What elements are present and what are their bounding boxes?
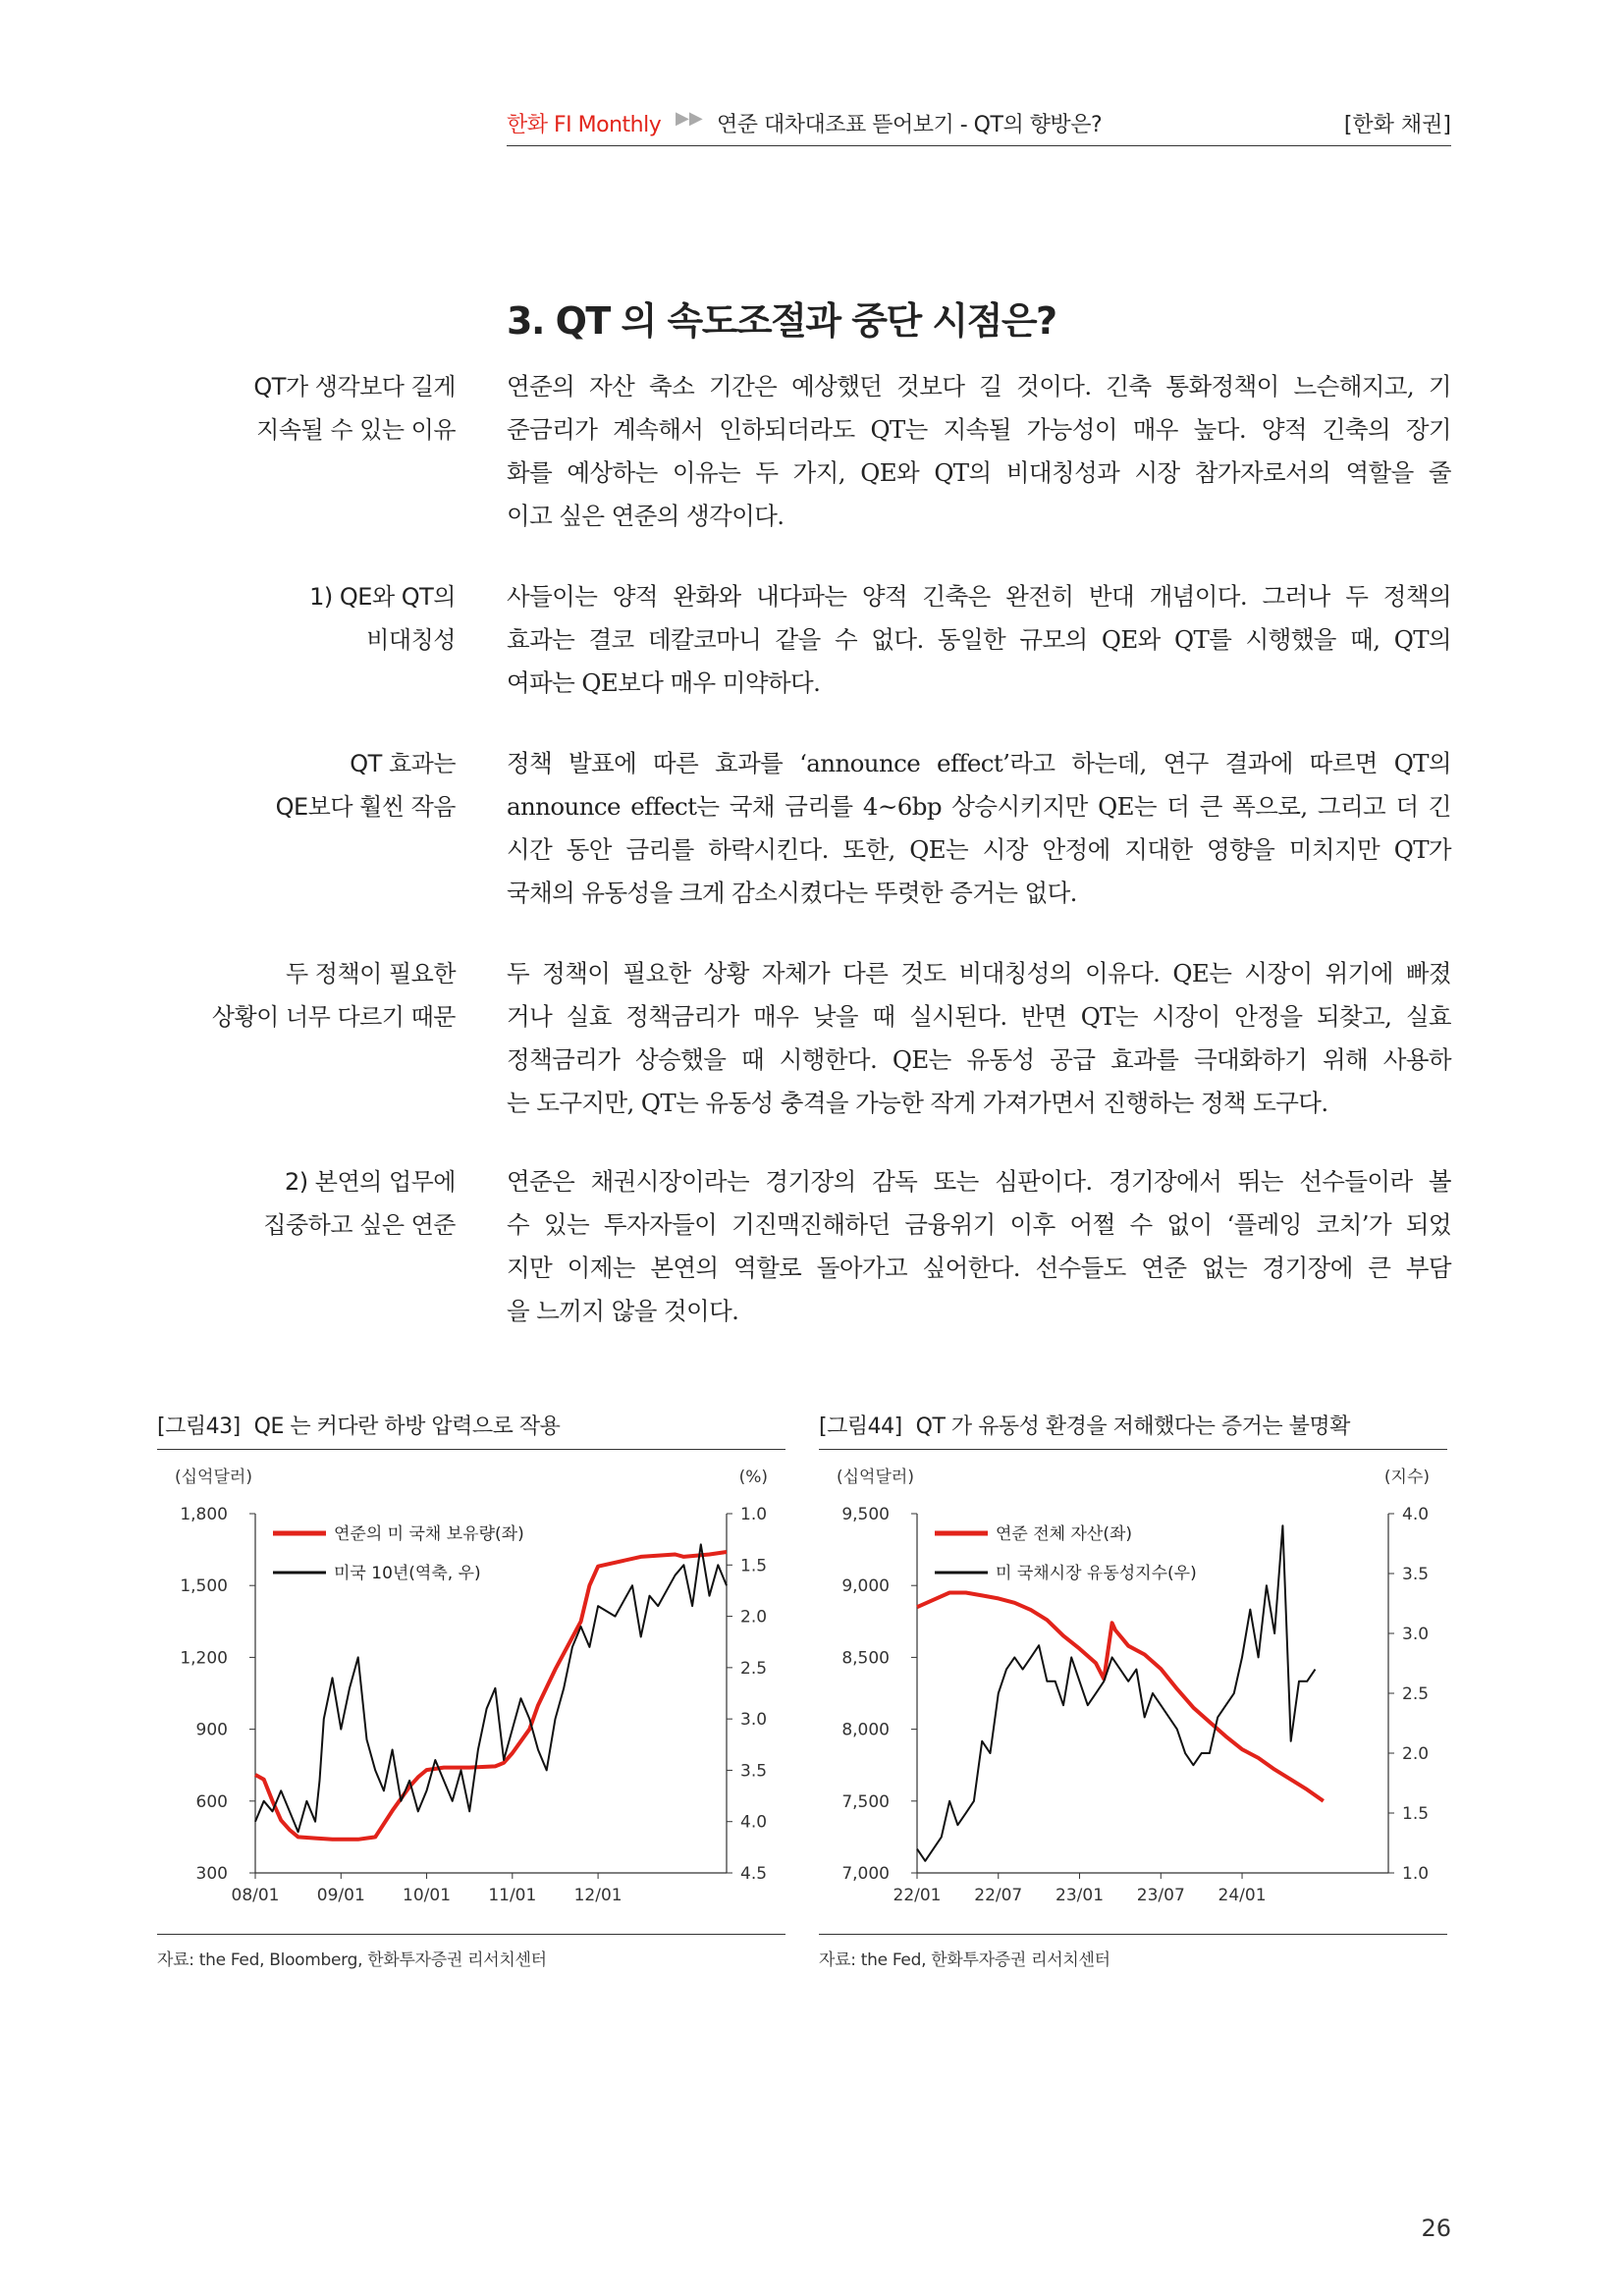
figure-title: [그림44] QT 가 유동성 환경을 저해했다는 증거는 불명확 — [819, 1415, 1350, 1439]
chart-fed-assets-vs-liquidity — [819, 1453, 1447, 1932]
left-tick-label: 9,000 — [841, 1576, 890, 1597]
divider — [157, 1934, 785, 1935]
x-tick-label: 22/07 — [974, 1886, 1023, 1905]
right-axis-label: (%) — [738, 1468, 768, 1487]
x-tick-label: 10/01 — [403, 1886, 452, 1905]
double-arrow-icon: ▶▶ — [676, 108, 703, 129]
x-tick-label: 08/01 — [231, 1886, 280, 1905]
left-tick-label: 1,800 — [180, 1505, 228, 1524]
page-number: 26 — [1421, 2215, 1451, 2242]
left-tick-label: 300 — [195, 1864, 228, 1884]
right-tick-label: 3.5 — [740, 1761, 768, 1782]
side-note: 2) 본연의 업무에 집중하고 싶은 연준 — [263, 1168, 456, 1239]
report-topic: 연준 대차대조표 뜯어보기 - QT의 향방은? — [717, 113, 1103, 137]
right-tick-label: 4.0 — [1402, 1505, 1430, 1524]
right-tick-label: 1.0 — [740, 1505, 768, 1524]
left-tick-label: 1,200 — [180, 1648, 228, 1669]
right-tick-label: 3.0 — [1402, 1625, 1430, 1644]
legend-label: 미국 10년(역축, 우) — [334, 1564, 481, 1583]
legend-label: 연준 전체 자산(좌) — [996, 1524, 1133, 1544]
x-tick-label: 09/01 — [316, 1886, 365, 1905]
report-brand: 한화 FI Monthly — [507, 113, 662, 137]
paragraph: 두 정책이 필요한 상황 자체가 다른 것도 비대칭성의 이유다. QE는 시장이 위기에 빠졌 거나 실효 정책금리가 매우 낮을 때 실시된다. 반면 QT는 시장이 안정을 되찾고, 실효 정책금리가 상승했을 때 시행한다. QE는 유동성 공급 효과를 극대화하기 위해 사용하 는 도구지만, QT는 유동성 충격을 가능한 작게 가져가면서 진행하는 정책 도구다. — [507, 959, 1451, 1117]
left-tick-label: 7,000 — [841, 1864, 890, 1884]
left-tick-label: 900 — [195, 1720, 228, 1740]
section-title: 3. QT 의 속도조절과 중단 시점은? — [507, 299, 1056, 343]
left-tick-label: 8,500 — [841, 1648, 890, 1669]
left-tick-label: 7,500 — [841, 1791, 890, 1812]
divider — [819, 1449, 1447, 1450]
legend-label: 연준의 미 국채 보유량(좌) — [334, 1524, 524, 1544]
paragraph: 연준은 채권시장이라는 경기장의 감독 또는 심판이다. 경기장에서 뛰는 선수들이라 볼 수 있는 투자자들이 기진맥진해하던 금융위기 이후 어쩔 수 없이 ‘플레잉 코치’가 되었 지만 이제는 본연의 역할로 돌아가고 싶어한다. 선수들도 연준 없는 경기장에 큰 부담 을 느끼지 않을 것이다. — [507, 1167, 1451, 1325]
right-tick-label: 3.0 — [740, 1710, 768, 1731]
side-note: 1) QE와 QT의 비대칭성 — [309, 583, 456, 654]
chart-fed-treasury-vs-10y — [157, 1453, 785, 1932]
right-axis-label: (지수) — [1383, 1468, 1430, 1487]
divider — [819, 1934, 1447, 1935]
right-tick-label: 2.0 — [1402, 1744, 1430, 1764]
x-tick-label: 22/01 — [893, 1886, 942, 1905]
divider — [157, 1449, 785, 1450]
right-tick-label: 1.0 — [1402, 1864, 1430, 1884]
report-category: [한화 채권] — [1343, 113, 1451, 137]
x-tick-label: 23/07 — [1136, 1886, 1185, 1905]
figure-source: 자료: the Fed, 한화투자증권 리서치센터 — [819, 1950, 1110, 1970]
side-note: QT 효과는 QE보다 훨씬 작음 — [275, 750, 456, 821]
paragraph: 사들이는 양적 완화와 내다파는 양적 긴축은 완전히 반대 개념이다. 그러나 두 정책의 효과는 결코 데칼코마니 같을 수 없다. 동일한 규모의 QE와 QT를 시행했을 때, QT의 여파는 QE보다 매우 미약하다. — [507, 582, 1451, 697]
paragraph: 연준의 자산 축소 기간은 예상했던 것보다 길 것이다. 긴축 통화정책이 느슨해지고, 기 준금리가 계속해서 인하되더라도 QT는 지속될 가능성이 매우 높다. 양적 긴축의 장기 화를 예상하는 이유는 두 가지, QE와 QT의 비대칭성과 시장 참가자로서의 역할을 줄 이고 싶은 연준의 생각이다. — [507, 372, 1451, 530]
x-tick-label: 12/01 — [573, 1886, 623, 1905]
right-tick-label: 1.5 — [740, 1556, 768, 1576]
left-tick-label: 1,500 — [180, 1576, 228, 1597]
side-note: QT가 생각보다 길게 지속될 수 있는 이유 — [253, 373, 456, 444]
series-line-1 — [255, 1552, 727, 1840]
left-tick-label: 8,000 — [841, 1720, 890, 1740]
right-tick-label: 1.5 — [1402, 1804, 1430, 1824]
x-tick-label: 11/01 — [488, 1886, 537, 1905]
side-note: 두 정책이 필요한 상황이 너무 다르기 때문 — [211, 960, 456, 1031]
left-tick-label: 9,500 — [841, 1505, 890, 1524]
x-tick-label: 23/01 — [1056, 1886, 1105, 1905]
right-tick-label: 2.0 — [740, 1607, 768, 1628]
left-tick-label: 600 — [195, 1791, 228, 1812]
right-tick-label: 3.5 — [1402, 1565, 1430, 1584]
right-tick-label: 4.5 — [740, 1864, 768, 1884]
left-axis-label: (십억달러) — [175, 1468, 252, 1487]
left-axis-label: (십억달러) — [837, 1468, 914, 1487]
legend-label: 미 국채시장 유동성지수(우) — [996, 1564, 1197, 1583]
x-tick-label: 24/01 — [1218, 1886, 1267, 1905]
running-header — [507, 102, 1451, 146]
right-tick-label: 4.0 — [740, 1812, 768, 1833]
right-tick-label: 2.5 — [740, 1658, 768, 1679]
paragraph: 정책 발표에 따른 효과를 ‘announce effect’라고 하는데, 연구 결과에 따르면 QT의 announce effect는 국채 금리를 4~6bp 상승시키지만 QE는 더 큰 폭으로, 그리고 더 긴 시간 동안 금리를 하락시킨다. 또한, QE는 시장 안정에 지대한 영향을 미치지만 QT가 국채의 유동성을 크게 감소시켰다는 뚜렷한 증거는 없다. — [507, 749, 1451, 907]
series-line-2 — [255, 1544, 727, 1832]
figure-source: 자료: the Fed, Bloomberg, 한화투자증권 리서치센터 — [157, 1950, 547, 1970]
figure-title: [그림43] QE 는 커다란 하방 압력으로 작용 — [157, 1415, 561, 1439]
right-tick-label: 2.5 — [1402, 1684, 1430, 1704]
